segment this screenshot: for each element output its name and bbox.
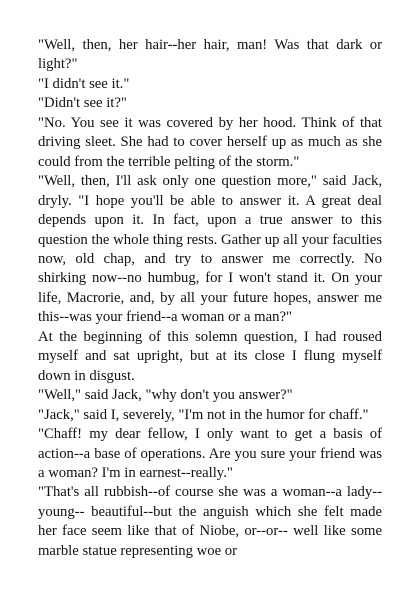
paragraph-2: "I didn't see it." — [38, 75, 130, 92]
paragraph-4: "No. You see it was covered by her hood. Think of that driving sleet. She had to cover herself up as much as she could from the terrible pelting of the storm." — [38, 114, 382, 170]
paragraph-6: At the beginning of this solemn question, I had roused myself and sat upright, but at its close I flung myself down in disgust. — [38, 328, 382, 384]
paragraph-5: "Well, then, I'll ask only one question more," said Jack, dryly. "I hope you'll be able to answer it. A great deal depends upon it. In fact, upon a true answer to this question the whole thing rests. Gather up all your faculties now, old chap, and try to answer me correctly. No shirking now--no humbug, for I won't stand it. On your life, Macrorie, and, by all your future hopes, answer me this--was your friend--a woman or a man?" — [38, 173, 382, 326]
book-page — [38, 36, 382, 561]
paragraph-7: "Well," said Jack, "why don't you answer?" — [38, 387, 293, 404]
paragraph-8: "Jack," said I, severely, "I'm not in the humor for chaff." — [38, 406, 369, 423]
paragraph-10: "That's all rubbish--of course she was a woman--a lady--young-- beautiful--but the anguish which she felt made her face seem like that of Niobe, or--or-- well like some marble statue representing woe or — [38, 484, 382, 559]
paragraph-3: "Didn't see it?" — [38, 95, 127, 112]
paragraph-1: "Well, then, her hair--her hair, man! Was that dark or light?" — [38, 37, 382, 73]
paragraph-9: "Chaff! my dear fellow, I only want to get a basis of action--a base of operations. Are you sure your friend was a woman? I'm in earnest--really." — [38, 426, 382, 481]
